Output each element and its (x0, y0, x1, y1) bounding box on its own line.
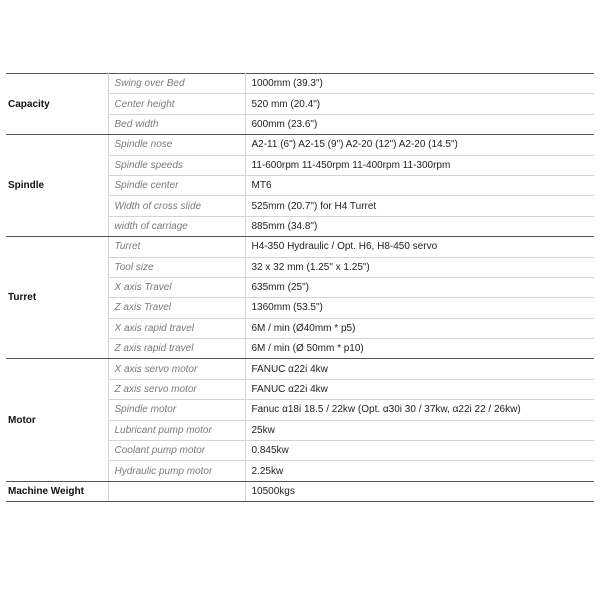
spec-value: 1360mm (53.5") (245, 298, 594, 318)
spec-label: Coolant pump motor (108, 441, 245, 461)
spec-value: 2.25kw (245, 461, 594, 481)
spec-value: 6M / min (Ø 50mm * p10) (245, 339, 594, 359)
spec-label: X axis Travel (108, 277, 245, 297)
spec-value: 11-600rpm 11-450rpm 11-400rpm 11-300rpm (245, 155, 594, 175)
spec-label: Lubricant pump motor (108, 420, 245, 440)
spec-label: Hydraulic pump motor (108, 461, 245, 481)
group-name: Machine Weight (6, 481, 108, 501)
spec-label: Spindle motor (108, 400, 245, 420)
spec-value: 520 mm (20.4") (245, 94, 594, 114)
table-row (6, 359, 594, 379)
spec-value: FANUC α22i 4kw (245, 379, 594, 399)
spec-value: 6M / min (Ø40mm * p5) (245, 318, 594, 338)
spec-value: A2-11 (6") A2-15 (9") A2-20 (12") A2-20 (14.5") (245, 135, 594, 155)
spec-label: Z axis rapid travel (108, 339, 245, 359)
group-name: Spindle (6, 135, 108, 237)
spec-value: 885mm (34.8") (245, 216, 594, 236)
table-row (6, 135, 594, 155)
spec-value: 32 x 32 mm (1.25" x 1.25") (245, 257, 594, 277)
spec-label: Tool size (108, 257, 245, 277)
spec-value: MT6 (245, 175, 594, 195)
table-row (6, 237, 594, 257)
spec-label: Swing over Bed (108, 74, 245, 94)
spec-label: Spindle nose (108, 135, 245, 155)
spec-label: Turret (108, 237, 245, 257)
group-name: Capacity (6, 74, 108, 135)
spec-label: Z axis Travel (108, 298, 245, 318)
table-row (6, 74, 594, 94)
spec-table (6, 73, 594, 502)
spec-label: Center height (108, 94, 245, 114)
spec-table-body (6, 74, 594, 502)
spec-label: Spindle center (108, 175, 245, 195)
group-name: Motor (6, 359, 108, 481)
spec-value: Fanuc α18i 18.5 / 22kw (Opt. α30i 30 / 37kw, α22i 22 / 26kw) (245, 400, 594, 420)
spec-value: 600mm (23.6") (245, 114, 594, 134)
spec-label: Bed width (108, 114, 245, 134)
spec-label: width of carriage (108, 216, 245, 236)
spec-label: Z axis servo motor (108, 379, 245, 399)
spec-value: FANUC α22i 4kw (245, 359, 594, 379)
spec-label: Spindle speeds (108, 155, 245, 175)
spec-value: 525mm (20.7") for H4 Turret (245, 196, 594, 216)
spec-value: 10500kgs (245, 481, 594, 501)
spec-value: 1000mm (39.3") (245, 74, 594, 94)
spec-value: H4-350 Hydraulic / Opt. H6, H8-450 servo (245, 237, 594, 257)
table-row (6, 481, 594, 501)
spec-value: 0.845kw (245, 441, 594, 461)
spec-value: 25kw (245, 420, 594, 440)
spec-label: X axis servo motor (108, 359, 245, 379)
spec-label: Width of cross slide (108, 196, 245, 216)
spec-label (108, 481, 245, 501)
group-name: Turret (6, 237, 108, 359)
spec-value: 635mm (25") (245, 277, 594, 297)
spec-label: X axis rapid travel (108, 318, 245, 338)
